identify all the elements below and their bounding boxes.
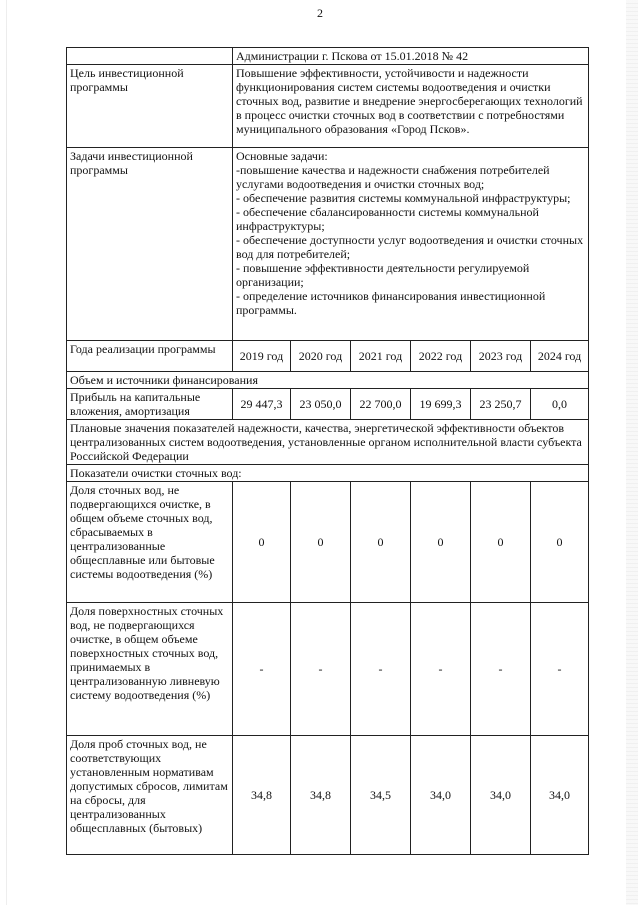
indicator-value: 34,0 (471, 736, 531, 855)
header-row (67, 48, 589, 65)
year-cell: 2022 год (411, 341, 471, 372)
indicator-value: 0 (233, 482, 291, 603)
indicator-value: 0 (471, 482, 531, 603)
tasks-label: Задачи инвестиционной программы (67, 148, 233, 341)
goal-text: Повышение эффективности, устойчивости и надежности функционирования систем системы водоотведения и очистки сточных вод, развитие и внедрение энергосберегающих технологий в процесс очистки сточных вод в соответствии с потребностями муниципального образования «Город Псков». (233, 65, 589, 148)
year-cell: 2024 год (531, 341, 589, 372)
scan-left-edge (6, 0, 7, 905)
indicator-label: Доля проб сточных вод, не соответствующих установленным нормативам допустимых сбросов, лимитам на сбросы, для централизованных общесплавных (бытовых) (67, 736, 233, 855)
indicator-value: 0 (351, 482, 411, 603)
task-item: - обеспечение доступности услуг водоотведения и очистки сточных вод для потребителей; (236, 233, 584, 261)
indicator-value: 0 (531, 482, 589, 603)
indicator-value: 0 (411, 482, 471, 603)
indicator-value: 34,0 (531, 736, 589, 855)
volume-row (67, 372, 589, 389)
indicator-value: 0 (291, 482, 351, 603)
task-item: - определение источников финансирования инвестиционной программы. (236, 289, 546, 317)
header-empty-cell (67, 48, 233, 65)
indicator-value: - (291, 603, 351, 736)
volume-label: Объем и источники финансирования (67, 372, 589, 389)
indicator-row (67, 736, 589, 855)
profit-value: 0,0 (531, 389, 589, 420)
profit-row (67, 389, 589, 420)
planned-row (67, 420, 589, 465)
task-item: - обеспечение развития системы коммунальной инфраструктуры; (236, 191, 571, 205)
profit-value: 23 050,0 (291, 389, 351, 420)
indicator-value: 34,8 (233, 736, 291, 855)
indicator-label: Доля поверхностных сточных вод, не подвергающихся очистке, в общем объеме поверхностных сточных вод, принимаемых в централизованную ливневую систему водоотведения (%) (67, 603, 233, 736)
indicator-row (67, 482, 589, 603)
year-cell: 2023 год (471, 341, 531, 372)
cleaning-label: Показатели очистки сточных вод: (67, 465, 589, 482)
year-cell: 2020 год (291, 341, 351, 372)
cleaning-row (67, 465, 589, 482)
task-item: -повышение качества и надежности снабжения потребителей услугами водоотведения и очистки сточных вод; (236, 163, 550, 191)
page-number: 2 (317, 6, 323, 20)
profit-label: Прибыль на капитальные вложения, амортизация (67, 389, 233, 420)
indicator-value: 34,5 (351, 736, 411, 855)
scan-right-edge (626, 0, 638, 905)
task-item: - повышение эффективности деятельности регулируемой организации; (236, 261, 530, 289)
indicator-value: - (411, 603, 471, 736)
profit-value: 22 700,0 (351, 389, 411, 420)
indicator-value: - (531, 603, 589, 736)
task-item: - обеспечение сбалансированности системы коммунальной инфраструктуры; (236, 205, 539, 233)
tasks-intro: Основные задачи: (236, 149, 328, 163)
document-reference: Администрации г. Пскова от 15.01.2018 № 42 (233, 48, 589, 65)
year-cell: 2019 год (233, 341, 291, 372)
investment-program-table (66, 47, 589, 855)
profit-value: 29 447,3 (233, 389, 291, 420)
indicator-value: 34,0 (411, 736, 471, 855)
years-label: Года реализации программы (67, 341, 233, 372)
tasks-content (233, 148, 589, 341)
profit-value: 23 250,7 (471, 389, 531, 420)
goal-row (67, 65, 589, 148)
indicator-label: Доля сточных вод, не подвергающихся очистке, в общем объеме сточных вод, сбрасываемых в централизованные общесплавные или бытовые системы водоотведения (%) (67, 482, 233, 603)
tasks-row (67, 148, 589, 341)
indicator-value: - (233, 603, 291, 736)
year-cell: 2021 год (351, 341, 411, 372)
years-row (67, 341, 589, 372)
indicator-value: 34,8 (291, 736, 351, 855)
goal-label: Цель инвестиционной программы (67, 65, 233, 148)
indicator-row (67, 603, 589, 736)
planned-label: Плановые значения показателей надежности, качества, энергетической эффективности объектов централизованных систем водоотведения, установленные органом исполнительной власти субъекта Российской Федерации (67, 420, 589, 465)
profit-value: 19 699,3 (411, 389, 471, 420)
indicator-value: - (471, 603, 531, 736)
indicator-value: - (351, 603, 411, 736)
